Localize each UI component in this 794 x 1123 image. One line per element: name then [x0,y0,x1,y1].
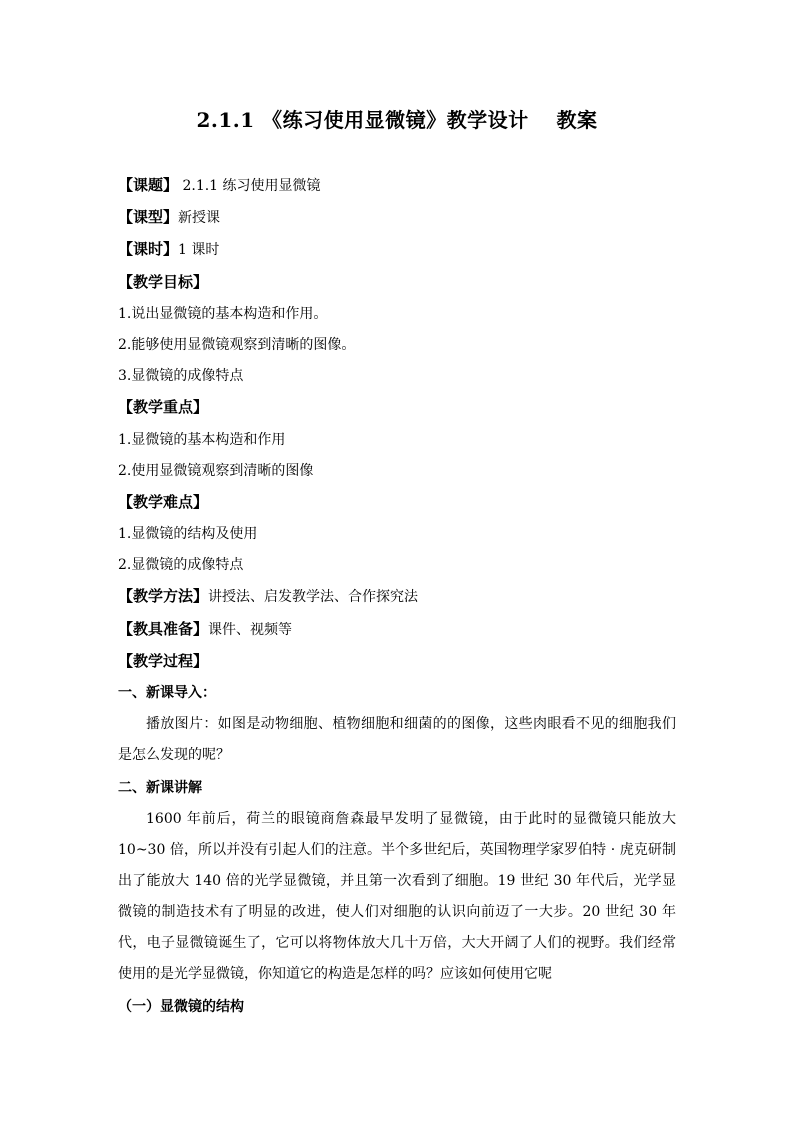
field-topic [118,174,676,197]
field-preparation: 【教具准备】课件、视频等 [118,619,293,638]
heading-goals [118,271,676,294]
field-type [118,206,676,229]
heading-difficulties: 【教学难点】 [118,492,209,511]
document-title: 2.1.1 《练习使用显微镜》教学设计 教案 [196,108,598,132]
heading-key-points: 【教学重点】 [118,398,209,417]
section-lecture-text: 1600 年前后，荷兰的眼镜商詹森最早发明了显微镜，由于此时的显微镜只能放大 10~30 倍，所以并没有引起人们的注意。半个多世纪后，英国物理学家罗伯特 · 虎克研制出了能放大 140 倍的光学显微镜，并且第一次看到了细胞。19 世纪 30 年代后，光学显微镜的制造技术有了明显的改进，使人们对细胞的认识向前迈了一大步。20 世纪 30 年代，电子显微镜诞生了，它可以将物体放大几十万倍，大大开阔了人们的视野。我们经常使用的是光学显微镜，你知道它的构造是怎样的吗？应该如何使用它呢 [118,811,676,983]
field-method: 【教学方法】讲授法、启发教学法、合作探究法 [118,587,419,606]
field-label: 【教学目标】 [118,272,209,291]
heading-process: 【教学过程】 [118,651,209,670]
goal-item: 1.说出显微镜的基本构造和作用。 [118,305,328,322]
goal-item: 3.显微镜的成像特点 [118,368,244,385]
field-label: 【课时】 [118,240,179,259]
key-point-item: 1.显微镜的基本构造和作用 [118,431,286,448]
field-value: 新授课 [178,210,221,227]
section-intro-text: 播放图片：如图是动物细胞、植物细胞和细菌的的图像，这些肉眼看不见的细胞我们是怎么发现的呢？ [118,716,676,764]
document-body [118,174,676,1028]
goal-item: 2.能够使用显微镜观察到清晰的图像。 [118,336,356,353]
subsection-structure-title: （一）显微镜的结构 [118,999,244,1016]
section-lecture-title: 二、新课讲解 [118,780,202,797]
field-period [118,238,676,261]
difficulty-item: 1.显微镜的结构及使用 [118,526,258,543]
field-label: 【课型】 [118,208,179,227]
field-value: 2.1.1 练习使用显微镜 [178,178,321,194]
difficulty-item: 2.显微镜的成像特点 [118,557,244,574]
key-point-item: 2.使用显微镜观察到清晰的图像 [118,462,314,479]
field-label: 【课题】 [118,176,179,194]
section-intro-title: 一、新课导入： [118,685,216,701]
field-value: 1 课时 [178,242,220,259]
